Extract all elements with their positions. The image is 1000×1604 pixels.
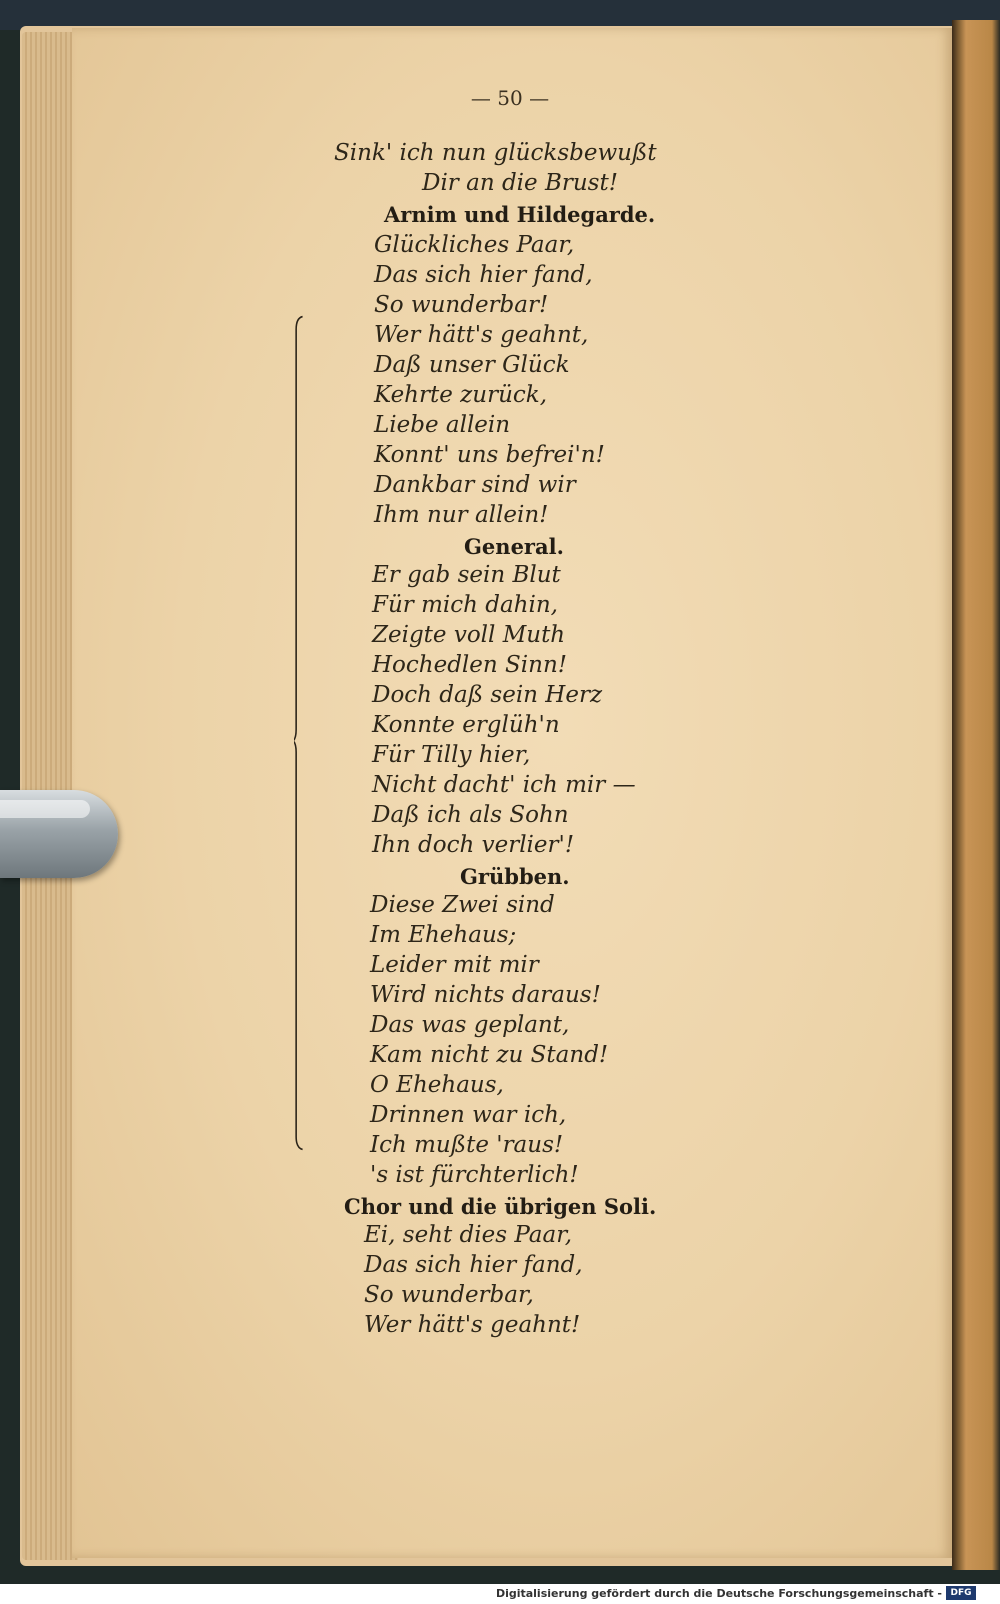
book-spine bbox=[952, 20, 1000, 1570]
verse-line: Diese Zwei sind bbox=[370, 892, 555, 918]
verse-line: Nicht dacht' ich mir — bbox=[372, 772, 636, 798]
verse-line: Ihm nur allein! bbox=[374, 502, 549, 528]
speaker-heading: General. bbox=[464, 534, 564, 559]
verse-line: Das was geplant, bbox=[370, 1012, 570, 1038]
verse-line: So wunderbar, bbox=[364, 1282, 534, 1308]
verse-line: Dankbar sind wir bbox=[374, 472, 576, 498]
verse-line: Liebe allein bbox=[374, 412, 511, 438]
page-clip-highlight bbox=[0, 800, 90, 818]
verse-line: Glückliches Paar, bbox=[374, 232, 575, 258]
dfg-logo: DFG bbox=[946, 1586, 976, 1600]
verse-line: Doch daß sein Herz bbox=[372, 682, 603, 708]
verse-line: Konnte erglüh'n bbox=[372, 712, 560, 738]
verse-line: Zeigte voll Muth bbox=[372, 622, 566, 648]
verse-line: Er gab sein Blut bbox=[372, 562, 561, 588]
verse-bracket bbox=[294, 148, 304, 1318]
verse-line: O Ehehaus, bbox=[370, 1072, 504, 1098]
verse-line: Für Tilly hier, bbox=[372, 742, 531, 768]
verse-line: Das sich hier fand, bbox=[374, 262, 593, 288]
verse-line: Im Ehehaus; bbox=[370, 922, 517, 948]
page-number: — 50 — bbox=[470, 86, 550, 110]
verse-line: Kam nicht zu Stand! bbox=[370, 1042, 609, 1068]
verse-line: Hochedlen Sinn! bbox=[372, 652, 568, 678]
verse-line: Leider mit mir bbox=[370, 952, 539, 978]
book-page bbox=[72, 28, 952, 1558]
verse-line: Daß unser Glück bbox=[374, 352, 570, 378]
verse-line: Dir an die Brust! bbox=[422, 170, 618, 196]
speaker-heading: Arnim und Hildegarde. bbox=[384, 202, 656, 227]
verse-line: Das sich hier fand, bbox=[364, 1252, 583, 1278]
speaker-heading: Grübben. bbox=[460, 864, 570, 889]
verse-line: Sink' ich nun glücksbewußt bbox=[334, 140, 657, 166]
verse-line: Daß ich als Sohn bbox=[372, 802, 569, 828]
verse-line: Drinnen war ich, bbox=[370, 1102, 567, 1128]
verse-line: Wer hätt's geahnt! bbox=[364, 1312, 581, 1338]
verse-line: Konnt' uns befrei'n! bbox=[374, 442, 605, 468]
verse-line: Für mich dahin, bbox=[372, 592, 558, 618]
verse-line: 's ist fürchterlich! bbox=[370, 1162, 579, 1188]
verse-line: Wird nichts daraus! bbox=[370, 982, 601, 1008]
verse-line: Ihn doch verlier'! bbox=[372, 832, 575, 858]
verse-line: So wunderbar! bbox=[374, 292, 549, 318]
funding-credit: Digitalisierung gefördert durch die Deutsche Forschungsgemeinschaft - bbox=[495, 1587, 942, 1600]
speaker-heading: Chor und die übrigen Soli. bbox=[344, 1194, 657, 1219]
verse-line: Ei, seht dies Paar, bbox=[364, 1222, 572, 1248]
verse-line: Wer hätt's geahnt, bbox=[374, 322, 589, 348]
verse-line: Ich mußte 'raus! bbox=[370, 1132, 564, 1158]
verse-line: Kehrte zurück, bbox=[374, 382, 548, 408]
